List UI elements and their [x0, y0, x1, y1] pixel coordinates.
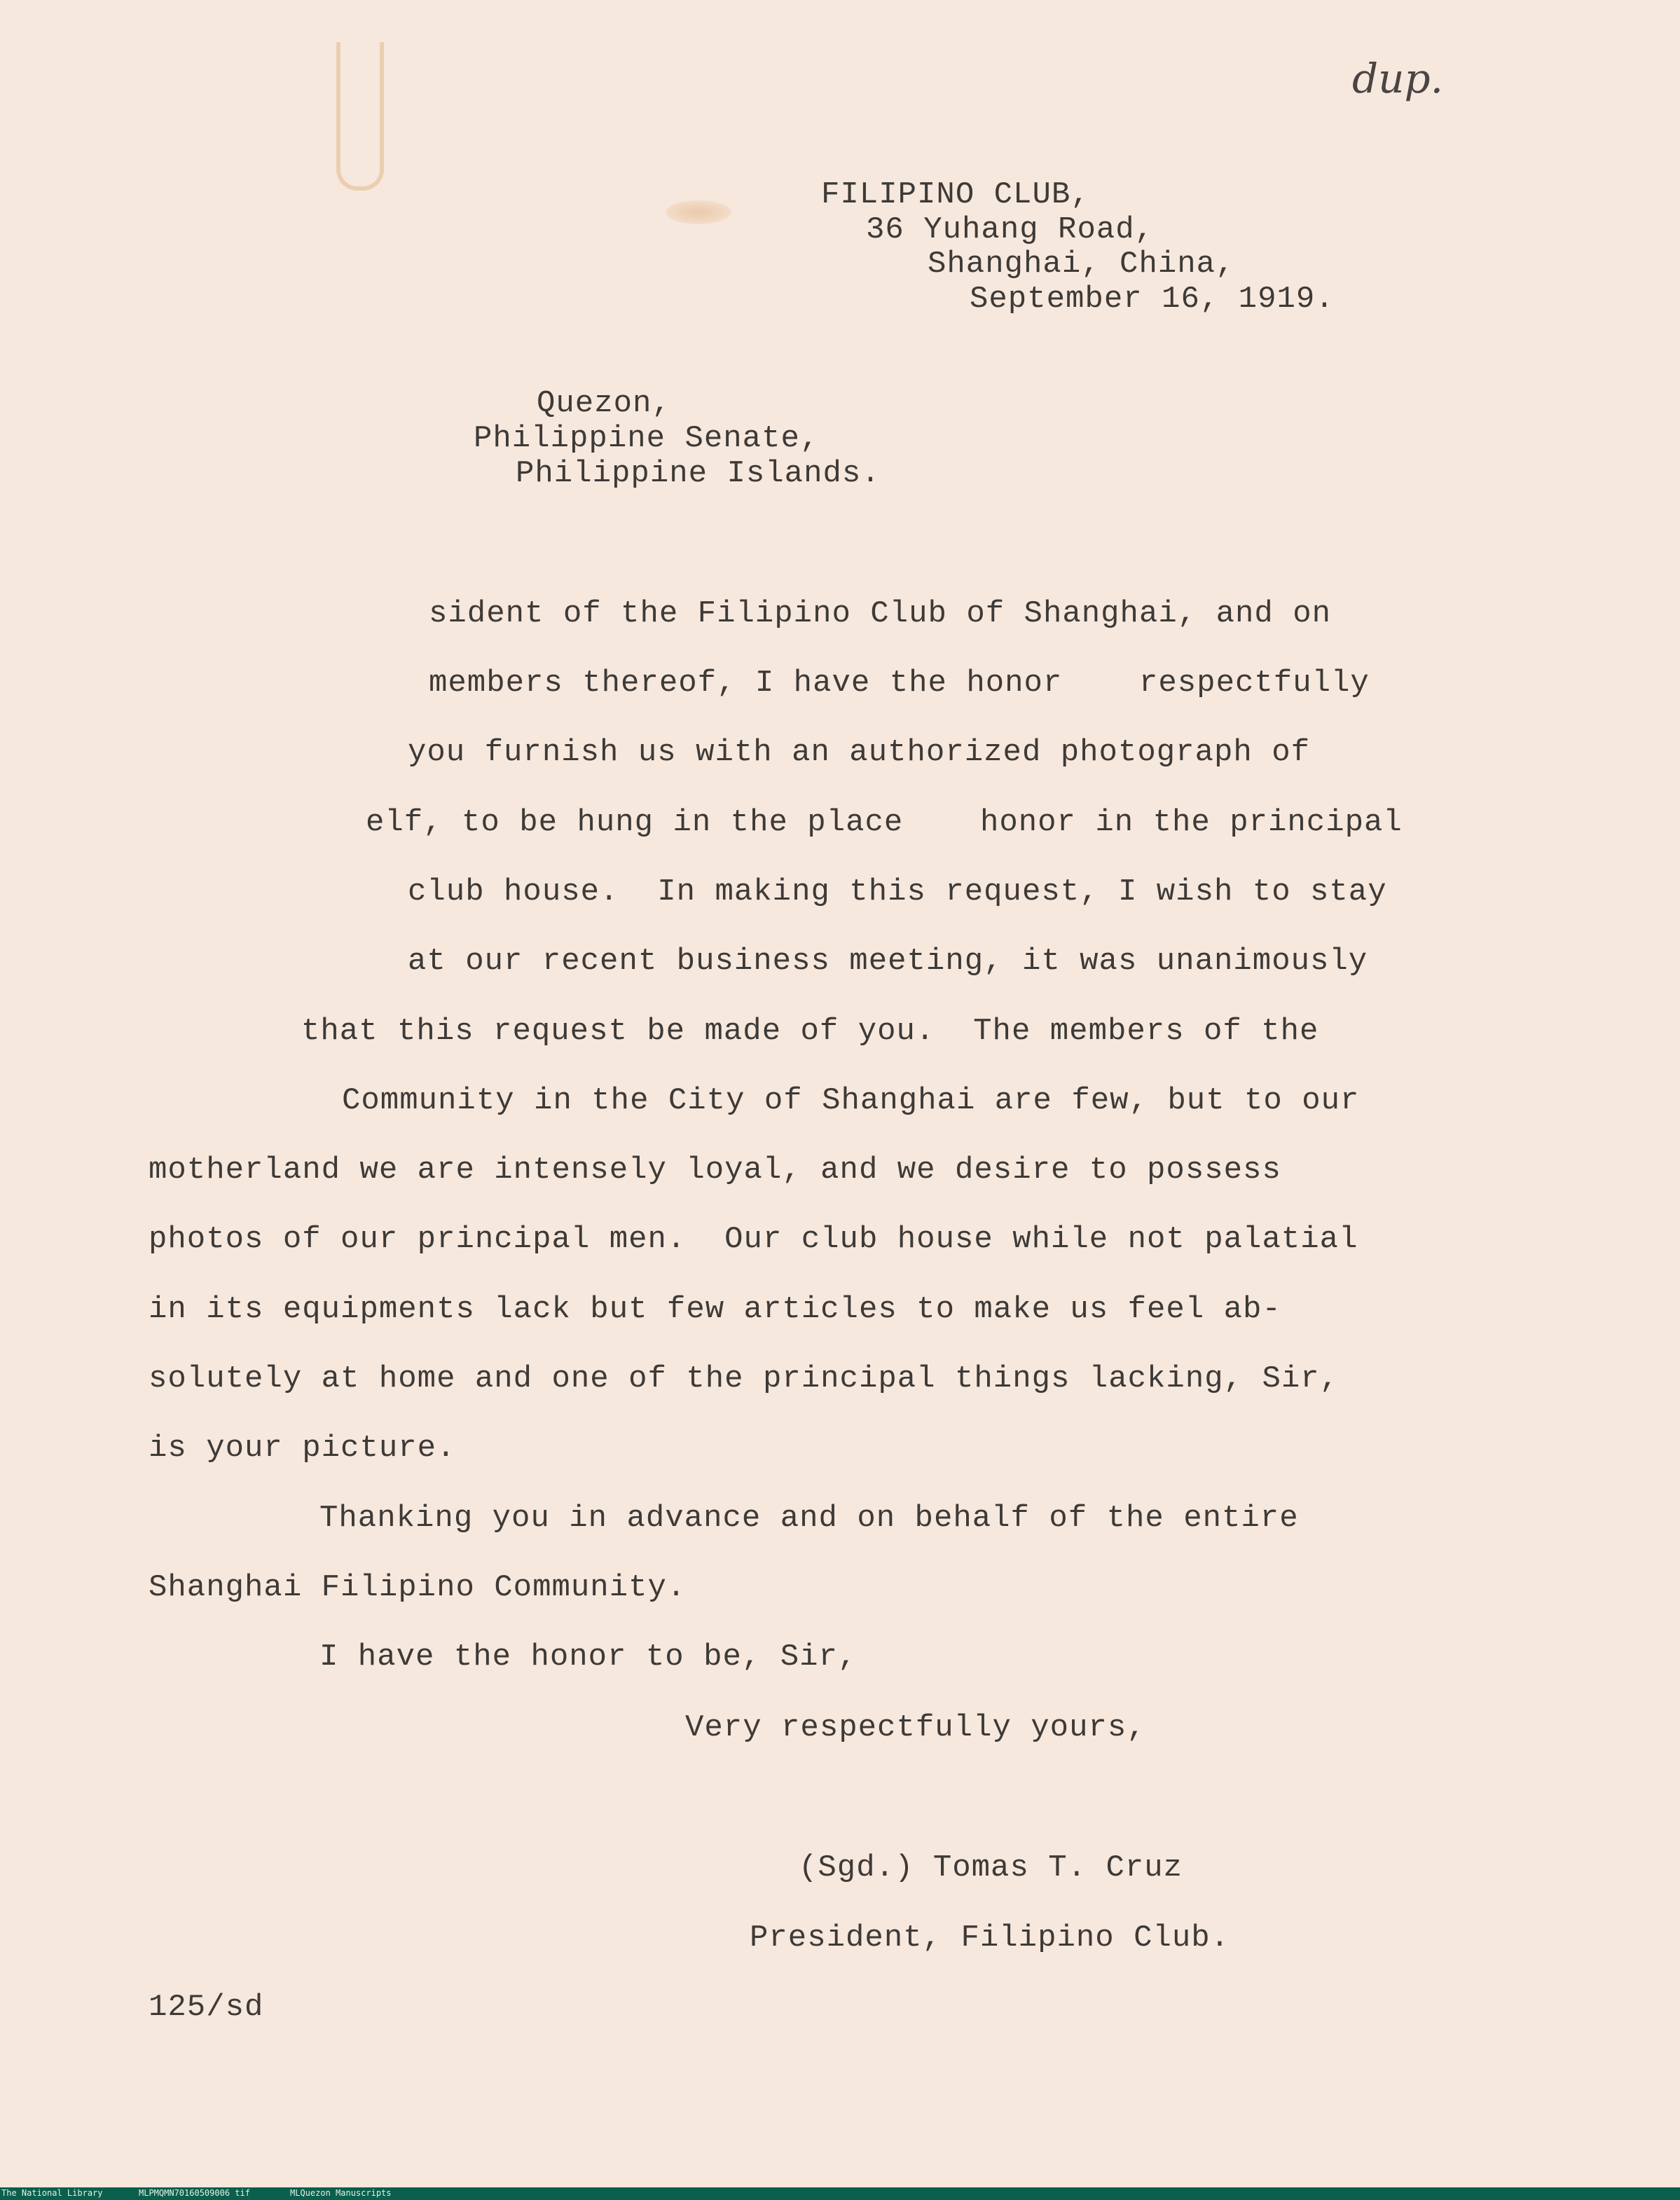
body-line-5: club house. In making this request, I wish to stay [408, 874, 1387, 909]
body-line-7: that this request be made of you. The members of the [301, 1014, 1319, 1049]
body-line-12: solutely at home and one of the principal things lacking, Sir, [149, 1361, 1340, 1396]
body-line-10: photos of our principal men. Our club house while not palatial [149, 1222, 1358, 1257]
body-line-8: Community in the City of Shanghai are few, but to our [342, 1083, 1360, 1118]
signature-line: (Sgd.) Tomas T. Cruz [799, 1850, 1183, 1885]
recipient-line-2: Philippine Senate, [474, 421, 820, 456]
body-line-1: sident of the Filipino Club of Shanghai, and on [429, 596, 1332, 631]
body-line-4: elf, to be hung in the place honor in the principal [366, 805, 1403, 840]
footer-file: MLPMQMN70160509006 tif [139, 2188, 250, 2198]
body-line-15: Shanghai Filipino Community. [149, 1570, 687, 1605]
letterhead-date: September 16, 1919. [970, 282, 1335, 317]
letterhead-line-3: Shanghai, China, [928, 247, 1235, 282]
body-line-6: at our recent business meeting, it was unanimously [408, 944, 1368, 979]
body-line-3: you furnish us with an authorized photograph of [408, 735, 1311, 770]
letterhead-line-2: 36 Yuhang Road, [866, 212, 1155, 247]
footer-library: The National Library [1, 2188, 103, 2198]
footer-collection: MLQuezon Manuscripts [290, 2188, 392, 2198]
body-line-13: is your picture. [149, 1431, 456, 1466]
archive-footer [0, 2187, 1680, 2200]
valediction: Very respectfully yours, [685, 1710, 1146, 1745]
handwritten-annotation: dup. [1352, 55, 1444, 102]
body-line-14: Thanking you in advance and on behalf of the entire [319, 1501, 1299, 1536]
body-line-2: members thereof, I have the honor respectfully [429, 666, 1370, 701]
body-line-11: in its equipments lack but few articles to make us feel ab- [149, 1292, 1281, 1327]
letterhead-line-1: FILIPINO CLUB, [821, 177, 1090, 212]
body-line-16: I have the honor to be, Sir, [319, 1639, 858, 1675]
body-line-9: motherland we are intensely loyal, and we desire to possess [149, 1153, 1281, 1188]
recipient-line-3: Philippine Islands. [516, 456, 881, 491]
signatory-title: President, Filipino Club. [750, 1920, 1230, 1955]
paperclip-mark [336, 42, 384, 191]
recipient-line-1: Quezon, [537, 386, 671, 421]
stain-mark [666, 200, 731, 224]
reference-code: 125/sd [149, 1990, 264, 2025]
